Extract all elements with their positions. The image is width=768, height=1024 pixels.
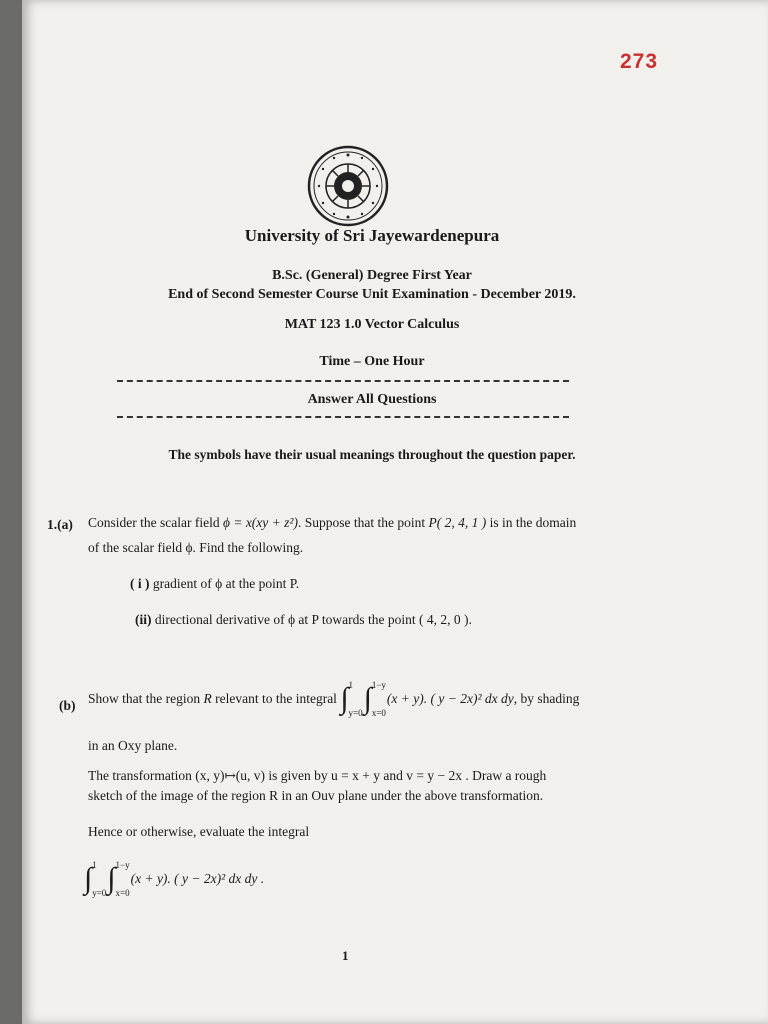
integrand: (x + y). ( y − 2x)² dx dy . xyxy=(130,871,265,886)
symbols-note: The symbols have their usual meanings throughout the question paper. xyxy=(168,447,576,462)
exam-page xyxy=(22,0,768,1024)
question-text: of the scalar field ϕ. Find the following. xyxy=(88,540,304,555)
question-text: Hence or otherwise, evaluate the integral xyxy=(88,824,310,839)
dashed-divider xyxy=(117,416,569,418)
sub-question-i: ( i ) gradient of ϕ at the point P. xyxy=(130,576,300,591)
question-number: 1.(a) xyxy=(47,517,73,532)
handwritten-page-number: 273 xyxy=(620,50,659,73)
double-integral: ∫ 1 y=0 ∫ 1−y x=0 xyxy=(84,860,130,898)
question-text: Consider the scalar field ϕ = x(xy + z²). Suppose that the point P( 2, 4, 1 ) is in the domain xyxy=(88,515,577,530)
sub-question-ii: (ii) directional derivative of ϕ at P towards the point ( 4, 2, 0 ). xyxy=(135,612,472,627)
course-title: MAT 123 1.0 Vector Calculus xyxy=(284,317,460,332)
double-integral: ∫ 1 y=0 ∫ 1−y x=0 xyxy=(340,680,386,718)
final-integral xyxy=(84,860,264,898)
question-text: Show that the region R relevant to the integral ∫ 1 y=0 ∫ 1−y x=0 (x + y). ( y − 2x)² dx dy , by shading xyxy=(88,680,580,718)
university-name: University of Sri Jayewardenepura xyxy=(244,226,500,245)
exam-duration: Time – One Hour xyxy=(319,354,425,369)
degree-line-2: End of Second Semester Course Unit Examination - December 2019. xyxy=(168,287,576,302)
integrand: (x + y). ( y − 2x)² dx dy xyxy=(386,691,514,706)
university-seal-icon xyxy=(307,145,389,227)
answer-instruction: Answer All Questions xyxy=(307,392,437,407)
question-text: sketch of the image of the region R in an Ouv plane under the above transformation. xyxy=(88,788,544,803)
dashed-divider xyxy=(117,380,569,382)
point-p: P( 2, 4, 1 ) xyxy=(428,515,487,530)
scalar-field: ϕ = x(xy + z²) xyxy=(222,515,298,530)
question-text: The transformation (x, y)↦(u, v) is given by u = x + y and v = y − 2x . Draw a rough xyxy=(88,768,547,783)
question-number: (b) xyxy=(59,698,76,713)
question-text: in an Oxy plane. xyxy=(88,738,178,753)
page-number: 1 xyxy=(342,948,349,963)
degree-line-1: B.Sc. (General) Degree First Year xyxy=(272,268,472,283)
